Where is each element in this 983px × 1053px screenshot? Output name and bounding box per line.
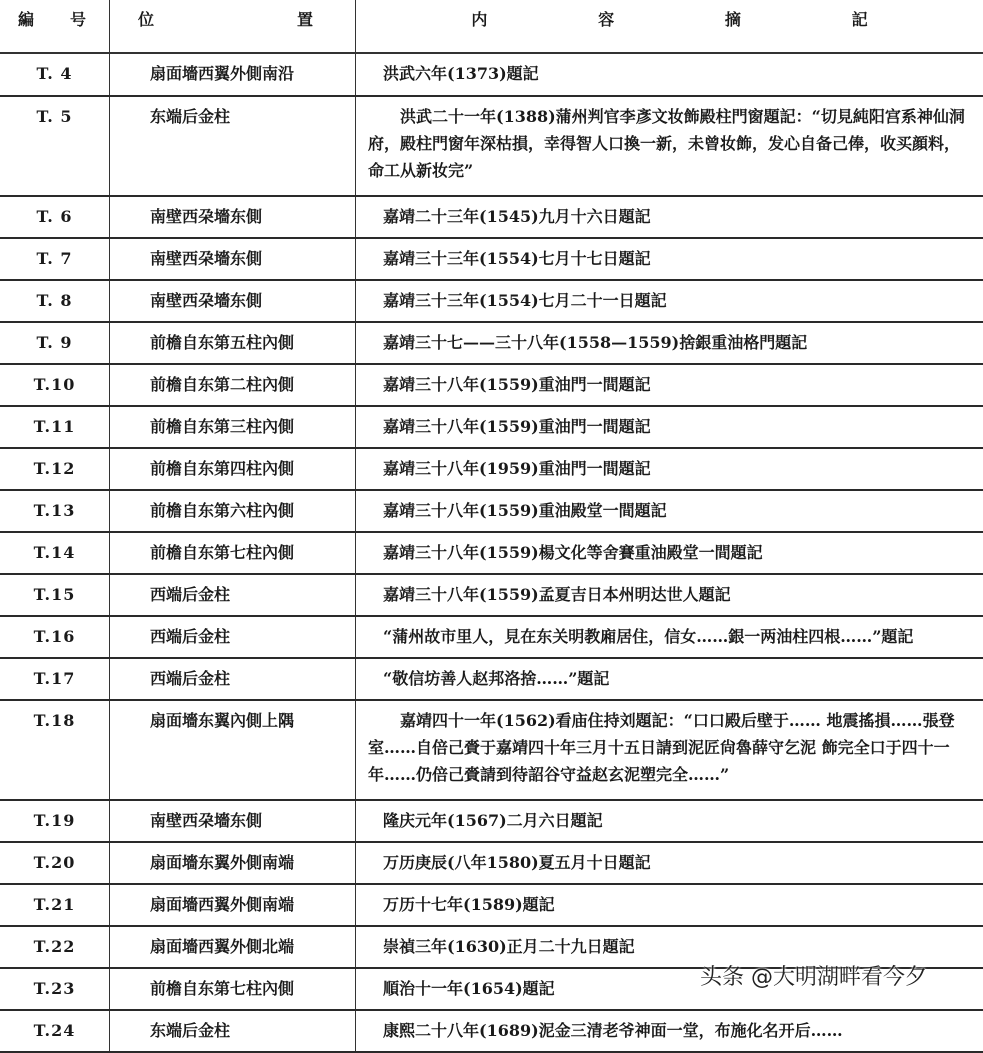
header-content xyxy=(356,0,983,52)
table-row xyxy=(0,1011,983,1053)
table-row xyxy=(0,491,983,533)
table-row xyxy=(0,801,983,843)
row-content: 洪武二十一年(1388)蒲州判官李彥文妆飾殿柱門窗題記：“切見純阳宫系神仙洞府，殿柱門窗年深枯損，幸得智人口換一新，未曾妆飾，发心自备己俸，收买顔料，命工从新妆完” xyxy=(368,107,965,180)
row-content: “蒲州故市里人，見在东关明教廂居住，信女……銀一两油柱四根……”題記 xyxy=(383,627,914,646)
table-row xyxy=(0,54,983,97)
table-row xyxy=(0,407,983,449)
row-id: T. 9 xyxy=(0,323,110,363)
row-location: 东端后金柱 xyxy=(110,1011,356,1051)
row-id: T.23 xyxy=(0,969,110,1009)
row-id: T.16 xyxy=(0,617,110,657)
row-content: 順治十一年(1654)題記 xyxy=(383,979,555,998)
row-id: T. 8 xyxy=(0,281,110,321)
row-id: T.24 xyxy=(0,1011,110,1051)
row-id: T.10 xyxy=(0,365,110,405)
row-id: T.12 xyxy=(0,449,110,489)
table-row xyxy=(0,533,983,575)
row-location: 前檐自东第三柱內側 xyxy=(110,407,356,447)
row-content: “敬信坊善人赵邦洛捨……”題記 xyxy=(383,669,610,688)
row-content: 嘉靖三十八年(1559)重油門一間題記 xyxy=(383,375,651,394)
header-content-char: 容 xyxy=(598,10,615,29)
row-id: T. 6 xyxy=(0,197,110,237)
table-row xyxy=(0,575,983,617)
row-location: 扇面墻西翼外側南端 xyxy=(110,885,356,925)
row-content: 嘉靖三十七——三十八年(1558—1559)捨銀重油格門題記 xyxy=(383,333,808,352)
row-id: T. 7 xyxy=(0,239,110,279)
row-content: 嘉靖二十三年(1545)九月十六日題記 xyxy=(383,207,651,226)
row-id: T.13 xyxy=(0,491,110,531)
table-row xyxy=(0,323,983,365)
watermark: 头条 @大明湖畔看今夕 xyxy=(700,965,927,990)
row-location: 前檐自东第七柱內側 xyxy=(110,533,356,573)
row-id: T. 5 xyxy=(0,97,110,195)
row-content: 嘉靖三十八年(1559)重油殿堂一間題記 xyxy=(383,501,667,520)
table-header xyxy=(0,0,983,54)
row-id: T.20 xyxy=(0,843,110,883)
table-row xyxy=(0,701,983,801)
header-location-char: 置 xyxy=(296,10,313,29)
header-content-char: 記 xyxy=(851,10,868,29)
row-id: T.17 xyxy=(0,659,110,699)
row-location: 西端后金柱 xyxy=(110,659,356,699)
row-location: 扇面墻西翼外側北端 xyxy=(110,927,356,967)
row-id: T.14 xyxy=(0,533,110,573)
table-row xyxy=(0,97,983,197)
header-location xyxy=(110,0,356,52)
row-id: T.11 xyxy=(0,407,110,447)
row-content: 康熙二十八年(1689)泥金三清老爷神面一堂，布施化名开后…… xyxy=(383,1021,843,1040)
row-location: 西端后金柱 xyxy=(110,617,356,657)
table-row xyxy=(0,843,983,885)
table-row xyxy=(0,281,983,323)
row-content: 嘉靖三十三年(1554)七月二十一日題記 xyxy=(383,291,667,310)
header-content-char: 摘 xyxy=(724,10,741,29)
row-content: 嘉靖三十八年(1559)楊文化等舍賽重油殿堂一間題記 xyxy=(383,543,763,562)
header-location-char: 位 xyxy=(138,10,155,29)
table-row xyxy=(0,449,983,491)
row-content: 嘉靖三十三年(1554)七月十七日題記 xyxy=(383,249,651,268)
row-location: 前檐自东第五柱內側 xyxy=(110,323,356,363)
row-content: 洪武六年(1373)題記 xyxy=(383,64,539,83)
row-location: 扇面墻西翼外側南沿 xyxy=(110,54,356,95)
row-location: 南壁西朶墻东側 xyxy=(110,239,356,279)
row-content: 万历十七年(1589)題記 xyxy=(383,895,555,914)
row-content: 万历庚辰(八年1580)夏五月十日題記 xyxy=(383,853,651,872)
row-location: 东端后金柱 xyxy=(110,97,356,195)
row-id: T. 4 xyxy=(0,54,110,95)
row-location: 前檐自东第七柱內側 xyxy=(110,969,356,1009)
table-body xyxy=(0,54,983,1053)
row-content: 嘉靖四十一年(1562)看庙住持刘題記：“口口殿后壁于…… 地震搖損……張登室……自倍己賫于嘉靖四十年三月十五日請到泥匠尙魯薛守乞泥 飾完全口于四十一年……仍倍己賫請到待詔谷守益赵玄泥塑完全……” xyxy=(368,711,955,784)
row-location: 前檐自东第二柱內側 xyxy=(110,365,356,405)
row-location: 前檐自东第四柱內側 xyxy=(110,449,356,489)
row-location: 南壁西朶墻东側 xyxy=(110,801,356,841)
row-location: 南壁西朶墻东側 xyxy=(110,197,356,237)
header-id-char: 号 xyxy=(69,10,87,29)
row-location: 扇面墻东翼內側上隅 xyxy=(110,701,356,799)
header-id xyxy=(0,0,110,52)
row-location: 前檐自东第六柱內側 xyxy=(110,491,356,531)
row-location: 西端后金柱 xyxy=(110,575,356,615)
row-id: T.21 xyxy=(0,885,110,925)
row-id: T.18 xyxy=(0,701,110,799)
table-row xyxy=(0,365,983,407)
row-id: T.22 xyxy=(0,927,110,967)
table-row xyxy=(0,659,983,701)
row-content: 崇禎三年(1630)正月二十九日題記 xyxy=(383,937,635,956)
table-row xyxy=(0,197,983,239)
table-row xyxy=(0,239,983,281)
row-content: 嘉靖三十八年(1559)孟夏吉日本州明达世人題記 xyxy=(383,585,731,604)
row-location: 扇面墻东翼外側南端 xyxy=(110,843,356,883)
row-id: T.15 xyxy=(0,575,110,615)
header-id-char: 編 xyxy=(18,10,36,29)
table-row xyxy=(0,617,983,659)
row-id: T.19 xyxy=(0,801,110,841)
row-content: 隆庆元年(1567)二月六日題記 xyxy=(383,811,603,830)
row-content: 嘉靖三十八年(1559)重油門一間題記 xyxy=(383,417,651,436)
row-location: 南壁西朶墻东側 xyxy=(110,281,356,321)
row-content: 嘉靖三十八年(1959)重油門一間題記 xyxy=(383,459,651,478)
header-content-char: 内 xyxy=(471,10,488,29)
table-row xyxy=(0,885,983,927)
